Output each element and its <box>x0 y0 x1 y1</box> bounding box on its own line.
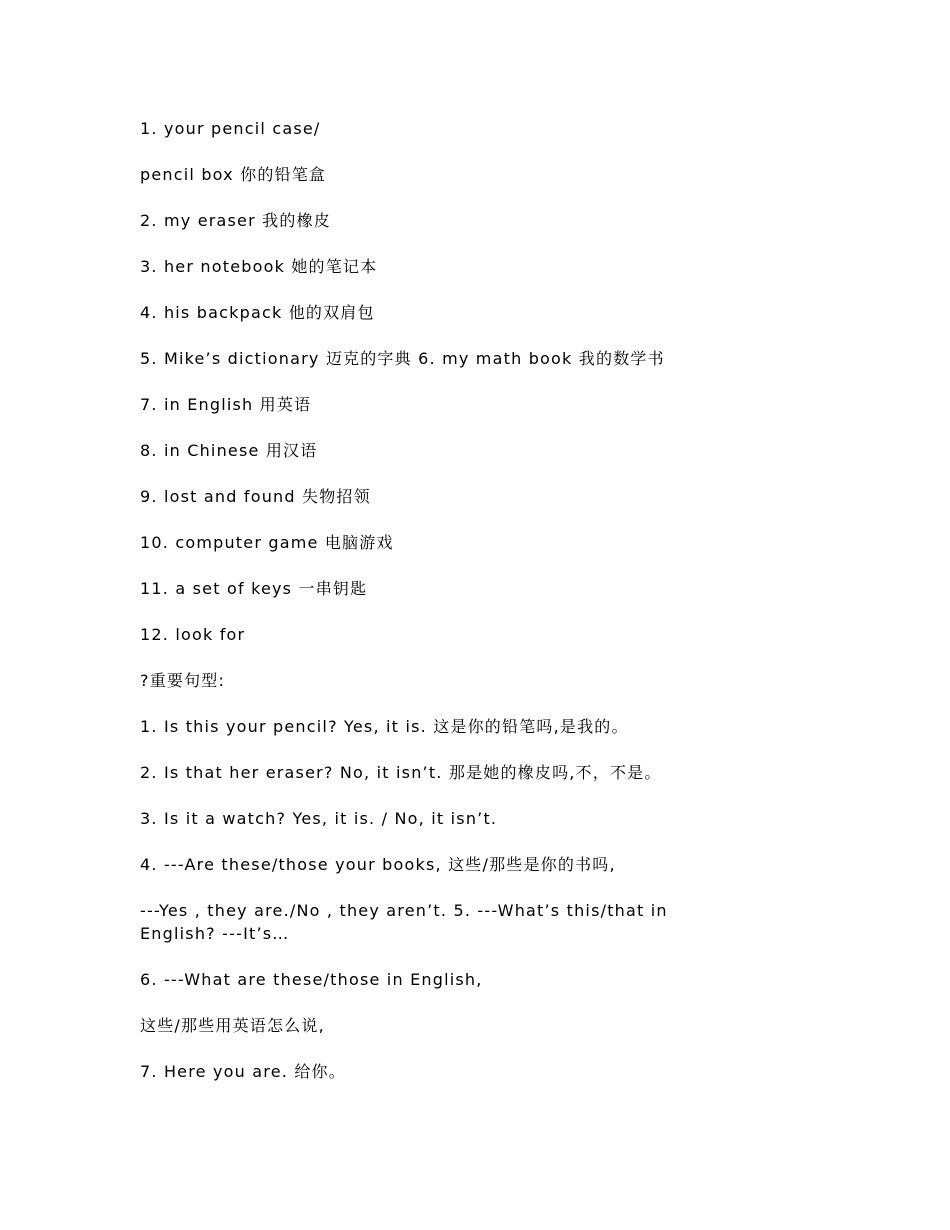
vocab-line-1-cont: pencil box 你的铅笔盒 <box>140 165 327 184</box>
section-heading: ?重要句型: <box>140 671 226 690</box>
vocab-line-4: 4. his backpack 他的双肩包 <box>140 303 375 322</box>
sentence-line-6-translation: 这些/那些用英语怎么说, <box>140 1016 325 1035</box>
document-body <box>140 117 740 1106</box>
sentence-line-7: 7. Here you are. 给你。 <box>140 1062 346 1081</box>
sentence-line-1: 1. Is this your pencil? Yes, it is. 这是你的铅笔吗,是我的。 <box>140 717 629 736</box>
vocab-line-5-6: 5. Mike’s dictionary 迈克的字典 6. my math book 我的数学书 <box>140 349 665 368</box>
vocab-line-10: 10. computer game 电脑游戏 <box>140 533 394 552</box>
vocab-line-12: 12. look for <box>140 625 246 644</box>
vocab-line-9: 9. lost and found 失物招领 <box>140 487 371 506</box>
sentence-line-4-5: ---Yes , they are./No , they aren’t. 5. ---What’s this/that in English? ---It’s… <box>140 901 668 943</box>
sentence-line-6: 6. ---What are these/those in English, <box>140 970 483 989</box>
vocab-line-7: 7. in English 用英语 <box>140 395 312 414</box>
vocab-line-11: 11. a set of keys 一串钥匙 <box>140 579 368 598</box>
vocab-line-2: 2. my eraser 我的橡皮 <box>140 211 331 230</box>
vocab-line-1: 1. your pencil case/ <box>140 119 321 138</box>
sentence-line-3: 3. Is it a watch? Yes, it is. / No, it isn’t. <box>140 809 498 828</box>
sentence-line-2: 2. Is that her eraser? No, it isn’t. 那是她的橡皮吗,不，不是。 <box>140 763 662 782</box>
vocab-line-8: 8. in Chinese 用汉语 <box>140 441 318 460</box>
vocab-line-3: 3. her notebook 她的笔记本 <box>140 257 378 276</box>
sentence-line-4: 4. ---Are these/those your books, 这些/那些是你的书吗, <box>140 855 616 874</box>
